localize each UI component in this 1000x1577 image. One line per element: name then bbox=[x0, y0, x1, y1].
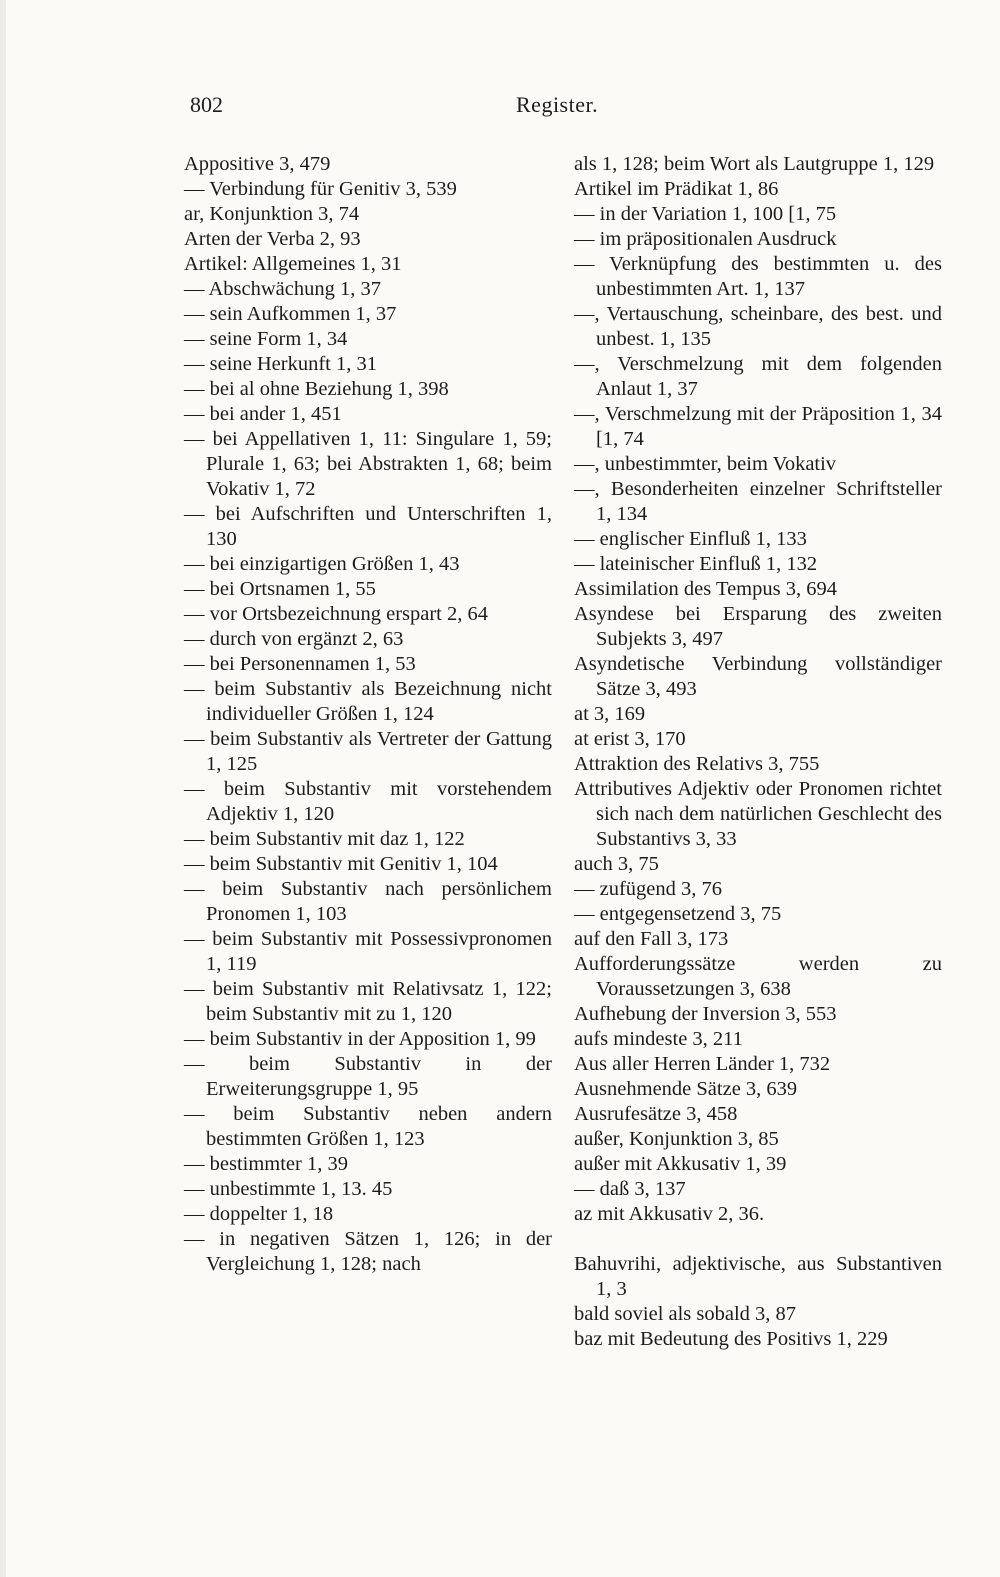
index-entry: außer, Konjunktion 3, 85 bbox=[574, 1128, 779, 1150]
index-entry: — in negativen Sätzen 1, 126; in der Vergleichung 1, 128; nach bbox=[184, 1228, 552, 1275]
index-entry: Ausnehmende Sätze 3, 639 bbox=[574, 1078, 798, 1100]
page-edge bbox=[0, 0, 6, 1577]
index-entry: — unbestimmte 1, 13. 45 bbox=[184, 1178, 393, 1200]
index-entry: Aufforderungssätze werden zu Voraussetzungen 3, 638 bbox=[574, 953, 942, 1000]
index-entry: —, Verschmelzung mit dem folgenden Anlaut 1, 37 bbox=[574, 353, 942, 400]
index-entry: — seine Herkunft 1, 31 bbox=[184, 353, 377, 375]
section-gap bbox=[574, 1227, 942, 1252]
index-entry: aufs mindeste 3, 211 bbox=[574, 1028, 743, 1050]
index-entry: — sein Aufkommen 1, 37 bbox=[184, 303, 397, 325]
index-entry: ar, Konjunktion 3, 74 bbox=[184, 203, 360, 225]
index-entry: Asyndetische Verbindung vollständiger Sätze 3, 493 bbox=[574, 653, 942, 700]
index-column-right bbox=[574, 152, 942, 1352]
index-entry: — in der Variation 1, 100 [1, 75 bbox=[574, 203, 837, 225]
index-entry: Ausrufesätze 3, 458 bbox=[574, 1103, 738, 1125]
index-entry: at 3, 169 bbox=[574, 703, 646, 725]
index-entry: Asyndese bei Ersparung des zweiten Subjekts 3, 497 bbox=[574, 603, 942, 650]
index-entry: auf den Fall 3, 173 bbox=[574, 928, 729, 950]
index-entry: — seine Form 1, 34 bbox=[184, 328, 348, 350]
index-entry: — beim Substantiv neben andern bestimmten Größen 1, 123 bbox=[184, 1103, 552, 1150]
index-entry: Bahuvrihi, adjektivische, aus Substantiven 1, 3 bbox=[574, 1253, 942, 1300]
index-entry: —, unbestimmter, beim Vokativ bbox=[574, 453, 837, 475]
index-entry: bald soviel als sobald 3, 87 bbox=[574, 1303, 797, 1325]
index-entry: — bestimmter 1, 39 bbox=[184, 1153, 348, 1175]
running-title: Register. bbox=[516, 92, 599, 117]
index-entry: — doppelter 1, 18 bbox=[184, 1203, 334, 1225]
index-entry: Aus aller Herren Länder 1, 732 bbox=[574, 1053, 831, 1075]
index-entry: — englischer Einfluß 1, 133 bbox=[574, 528, 807, 550]
index-entry: Attributives Adjektiv oder Pronomen richtet sich nach dem natürlichen Geschlecht des Substantivs 3, 33 bbox=[574, 778, 942, 850]
index-entry: — beim Substantiv mit Genitiv 1, 104 bbox=[184, 853, 498, 875]
index-entry: — beim Substantiv mit Possessivpronomen 1, 119 bbox=[184, 928, 552, 975]
index-entry: — bei al ohne Beziehung 1, 398 bbox=[184, 378, 449, 400]
index-entry: Assimilation des Tempus 3, 694 bbox=[574, 578, 837, 600]
index-entry: — Abschwächung 1, 37 bbox=[184, 278, 382, 300]
index-entry: Attraktion des Relativs 3, 755 bbox=[574, 753, 820, 775]
index-entry: — vor Ortsbezeichnung erspart 2, 64 bbox=[184, 603, 488, 625]
index-entry: Appositive 3, 479 bbox=[184, 153, 331, 175]
index-entry: — beim Substantiv als Bezeichnung nicht individueller Größen 1, 124 bbox=[184, 678, 552, 725]
index-entry: — beim Substantiv mit daz 1, 122 bbox=[184, 828, 465, 850]
index-entry: — beim Substantiv mit vorstehendem Adjektiv 1, 120 bbox=[184, 778, 552, 825]
index-entry: — Verknüpfung des bestimmten u. des unbestimmten Art. 1, 137 bbox=[574, 253, 942, 300]
index-entry: Artikel: Allgemeines 1, 31 bbox=[184, 253, 402, 275]
index-entry: —, Besonderheiten einzelner Schriftsteller 1, 134 bbox=[574, 478, 942, 525]
index-entry: — zufügend 3, 76 bbox=[574, 878, 723, 900]
index-entry: — bei Aufschriften und Unterschriften 1, 130 bbox=[184, 503, 552, 550]
index-entry: —, Vertauschung, scheinbare, des best. und unbest. 1, 135 bbox=[574, 303, 942, 350]
index-entry: Aufhebung der Inversion 3, 553 bbox=[574, 1003, 837, 1025]
index-entry: — bei Ortsnamen 1, 55 bbox=[184, 578, 376, 600]
index-column-left bbox=[184, 152, 552, 1277]
index-entry: — daß 3, 137 bbox=[574, 1178, 686, 1200]
index-entry: außer mit Akkusativ 1, 39 bbox=[574, 1153, 787, 1175]
index-entry: — bei einzigartigen Größen 1, 43 bbox=[184, 553, 460, 575]
index-entry: at erist 3, 170 bbox=[574, 728, 686, 750]
page-number: 802 bbox=[190, 92, 223, 117]
index-entry: — beim Substantiv in der Apposition 1, 99 bbox=[184, 1028, 536, 1050]
index-entry: — bei Personennamen 1, 53 bbox=[184, 653, 416, 675]
index-entry: — lateinischer Einfluß 1, 132 bbox=[574, 553, 818, 575]
index-entry: auch 3, 75 bbox=[574, 853, 659, 875]
index-entry: — beim Substantiv in der Erweiterungsgruppe 1, 95 bbox=[184, 1053, 552, 1100]
index-entry: — Verbindung für Genitiv 3, 539 bbox=[184, 178, 457, 200]
index-entry: — beim Substantiv nach persönlichem Pronomen 1, 103 bbox=[184, 878, 552, 925]
index-entry: — beim Substantiv mit Relativsatz 1, 122; beim Substantiv mit zu 1, 120 bbox=[184, 978, 552, 1025]
index-entry: — bei ander 1, 451 bbox=[184, 403, 342, 425]
index-entry: Artikel im Prädikat 1, 86 bbox=[574, 178, 779, 200]
index-entry: — im präpositionalen Ausdruck bbox=[574, 228, 837, 250]
index-entry: — entgegensetzend 3, 75 bbox=[574, 903, 782, 925]
index-entry: baz mit Bedeutung des Positivs 1, 229 bbox=[574, 1328, 888, 1350]
index-entry: — bei Appellativen 1, 11: Singulare 1, 59; Plurale 1, 63; bei Abstrakten 1, 68; beim Vokativ 1, 72 bbox=[184, 428, 552, 500]
index-entry: — beim Substantiv als Vertreter der Gattung 1, 125 bbox=[184, 728, 552, 775]
index-entry: — durch von ergänzt 2, 63 bbox=[184, 628, 404, 650]
index-entry: Arten der Verba 2, 93 bbox=[184, 228, 361, 250]
index-entry: als 1, 128; beim Wort als Lautgruppe 1, 129 bbox=[574, 153, 935, 175]
index-entry: —, Verschmelzung mit der Präposition 1, 34 [1, 74 bbox=[574, 403, 942, 450]
index-entry: az mit Akkusativ 2, 36. bbox=[574, 1203, 765, 1225]
